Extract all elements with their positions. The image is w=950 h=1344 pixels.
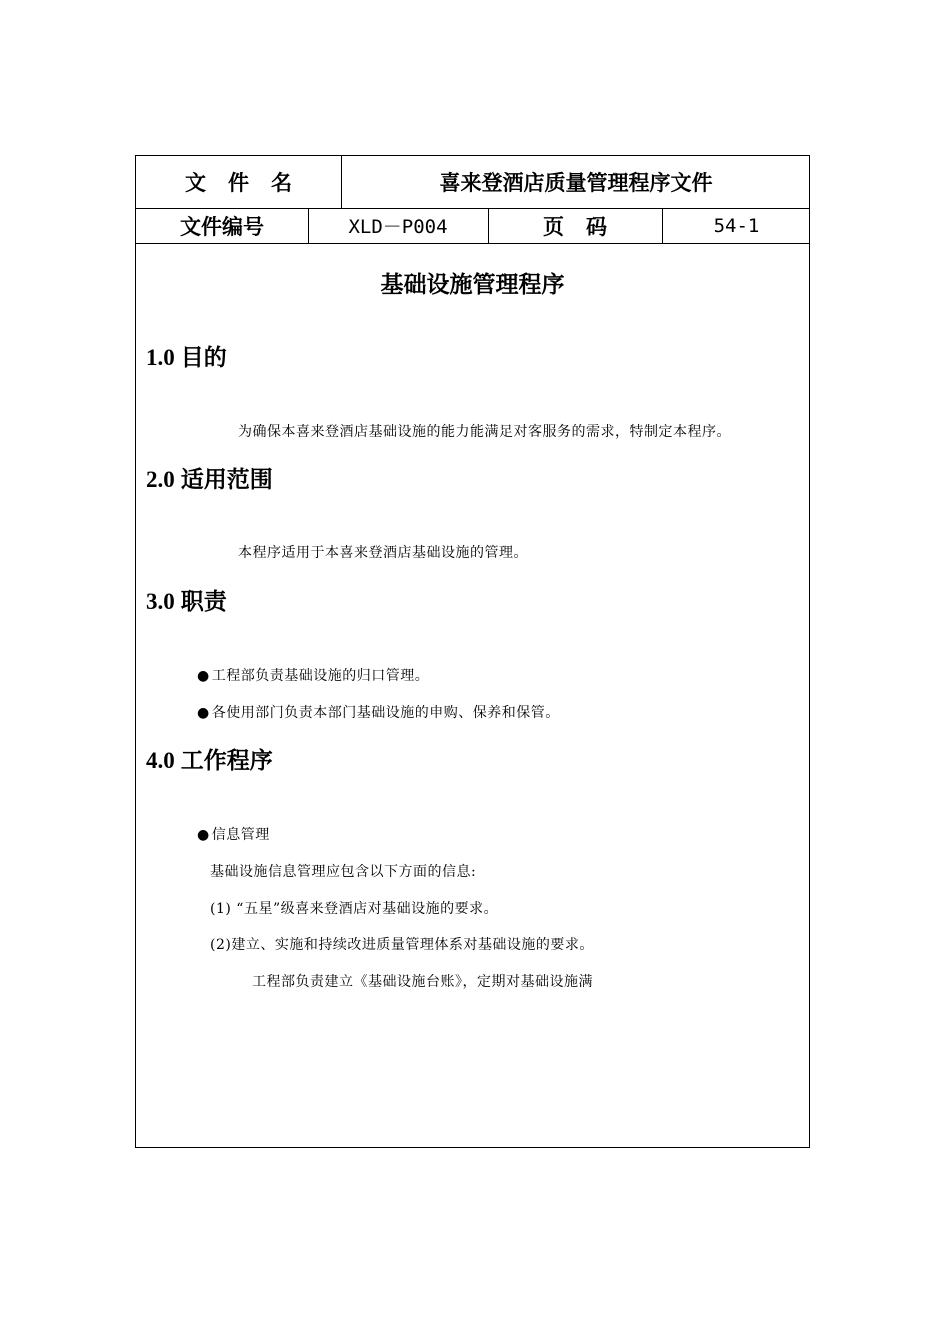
page-label: 页码 [543, 214, 629, 239]
section-title: 目的 [180, 345, 227, 371]
file-name-value: 喜来登酒店质量管理程序文件 [439, 171, 713, 195]
header-bottom-border [136, 243, 809, 244]
file-no-label: 文件编号 [180, 214, 264, 239]
file-no-value: XLD－P004 [348, 216, 448, 238]
page-value: 54-1 [713, 214, 760, 237]
section-heading-purpose [146, 339, 227, 372]
procedure-bullet: ● 信息管理 [197, 824, 270, 844]
procedure-intro: 基础设施信息管理应包含以下方面的信息: [210, 864, 477, 880]
section-title: 适用范围 [180, 467, 273, 493]
section-title: 职责 [180, 589, 227, 615]
section-heading-responsibilities [146, 583, 227, 616]
section-heading-scope [146, 461, 273, 494]
procedure-continuation: 工程部负责建立《基础设施台账》，定期对基础设施满 [252, 974, 593, 990]
section-number: 2.0 [146, 467, 175, 492]
section-number: 4.0 [146, 748, 175, 773]
section-title: 工作程序 [180, 748, 273, 774]
document-frame [135, 155, 810, 1148]
document-title: 基础设施管理程序 [380, 272, 565, 298]
section-heading-procedure [146, 742, 273, 775]
responsibility-item: ● 工程部负责基础设施的归口管理。 [197, 665, 429, 685]
procedure-item: (2)建立、实施和持续改进质量管理体系对基础设施的要求。 [210, 937, 594, 953]
purpose-text: 为确保本喜来登酒店基础设施的能力能满足对客服务的需求，特制定本程序。 [238, 424, 731, 440]
procedure-item: (1) “五星”级喜来登酒店对基础设施的要求。 [210, 901, 499, 917]
section-number: 1.0 [146, 345, 175, 370]
file-name-label: 文件名 [185, 171, 314, 195]
scope-text: 本程序适用于本喜来登酒店基础设施的管理。 [238, 545, 528, 561]
responsibility-item: ● 各使用部门负责本部门基础设施的申购、保养和保管。 [197, 702, 560, 722]
section-number: 3.0 [146, 589, 175, 614]
